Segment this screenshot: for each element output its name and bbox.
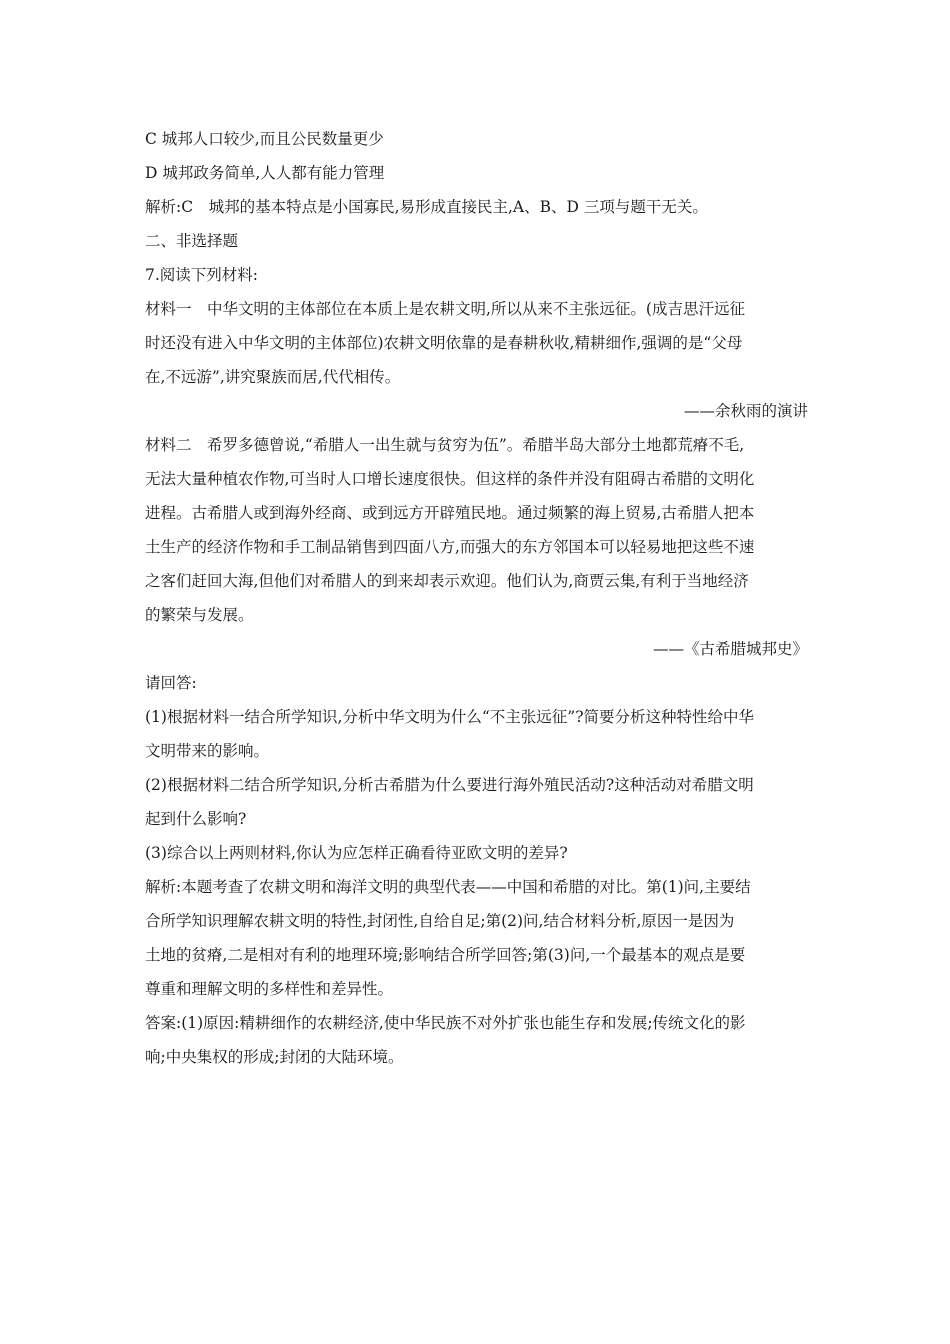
material-one [145, 292, 808, 428]
answer-prompt: 请回答: [145, 674, 197, 692]
material-one-source: ——余秋雨的演讲 [683, 402, 808, 420]
analysis [145, 870, 808, 1006]
question-three-line: (3)综合以上两则材料,你认为应怎样正确看待亚欧文明的差异? [145, 844, 568, 862]
material-two-line: 之客们赶回大海,但他们对希腊人的到来却表示欢迎。他们认为,商贾云集,有利于当地经济 [145, 572, 749, 590]
question-one-line: 文明带来的影响。 [145, 742, 270, 760]
material-two-line: 进程。古希腊人或到海外经商、或到远方开辟殖民地。通过频繁的海上贸易,古希腊人把本 [145, 504, 755, 522]
choice-c: C 城邦人口较少,而且公民数量更少 [145, 130, 384, 148]
material-two [145, 428, 808, 666]
question-one-line: (1)根据材料一结合所学知识,分析中华文明为什么“不主张远征”?简要分析这种特性给中华 [145, 708, 755, 726]
section-heading: 二、非选择题 [145, 232, 239, 250]
question-two-line: 起到什么影响? [145, 810, 247, 828]
material-two-source: ——《古希腊城邦史》 [652, 640, 808, 658]
q6-analysis: 解析:C 城邦的基本特点是小国寡民,易形成直接民主,A、B、D 三项与题干无关。 [145, 198, 708, 216]
analysis-line: 合所学知识理解农耕文明的特性,封闭性,自给自足;第(2)问,结合材料分析,原因一是因为 [145, 912, 735, 930]
analysis-line: 解析:本题考查了农耕文明和海洋文明的典型代表——中国和希腊的对比。第(1)问,主要结 [145, 878, 751, 896]
material-two-line: 的繁荣与发展。 [145, 606, 254, 624]
document-page [145, 122, 808, 1074]
choice-d: D 城邦政务简单,人人都有能力管理 [145, 164, 385, 182]
material-one-line: 在,不远游”,讲究聚族而居,代代相传。 [145, 368, 401, 386]
question-one [145, 700, 808, 768]
question-two [145, 768, 808, 836]
question-two-line: (2)根据材料二结合所学知识,分析古希腊为什么要进行海外殖民活动?这种活动对希腊文明 [145, 776, 754, 794]
answer-line: 答案:(1)原因:精耕细作的农耕经济,使中华民族不对外扩张也能生存和发展;传统文化的影 [145, 1014, 746, 1032]
material-two-line: 材料二 希罗多德曾说,“希腊人一出生就与贫穷为伍”。希腊半岛大部分土地都荒瘠不毛, [145, 436, 745, 454]
answer [145, 1006, 808, 1074]
analysis-line: 尊重和理解文明的多样性和差异性。 [145, 980, 394, 998]
material-one-line: 材料一 中华文明的主体部位在本质上是农耕文明,所以从来不主张远征。(成吉思汗远征 [145, 300, 745, 318]
question-three [145, 836, 808, 870]
material-two-line: 土生产的经济作物和手工制品销售到四面八方,而强大的东方邻国本可以轻易地把这些不速 [145, 538, 755, 556]
material-two-line: 无法大量种植农作物,可当时人口增长速度很快。但这样的条件并没有阻碍古希腊的文明化 [145, 470, 755, 488]
material-one-line: 时还没有进入中华文明的主体部位)农耕文明依靠的是春耕秋收,精耕细作,强调的是“父母 [145, 334, 743, 352]
answer-line: 响;中央集权的形成;封闭的大陆环境。 [145, 1048, 404, 1066]
analysis-line: 土地的贫瘠,二是相对有利的地理环境;影响结合所学回答;第(3)问,一个最基本的观点是要 [145, 946, 746, 964]
q7-title: 7.阅读下列材料: [145, 266, 259, 284]
